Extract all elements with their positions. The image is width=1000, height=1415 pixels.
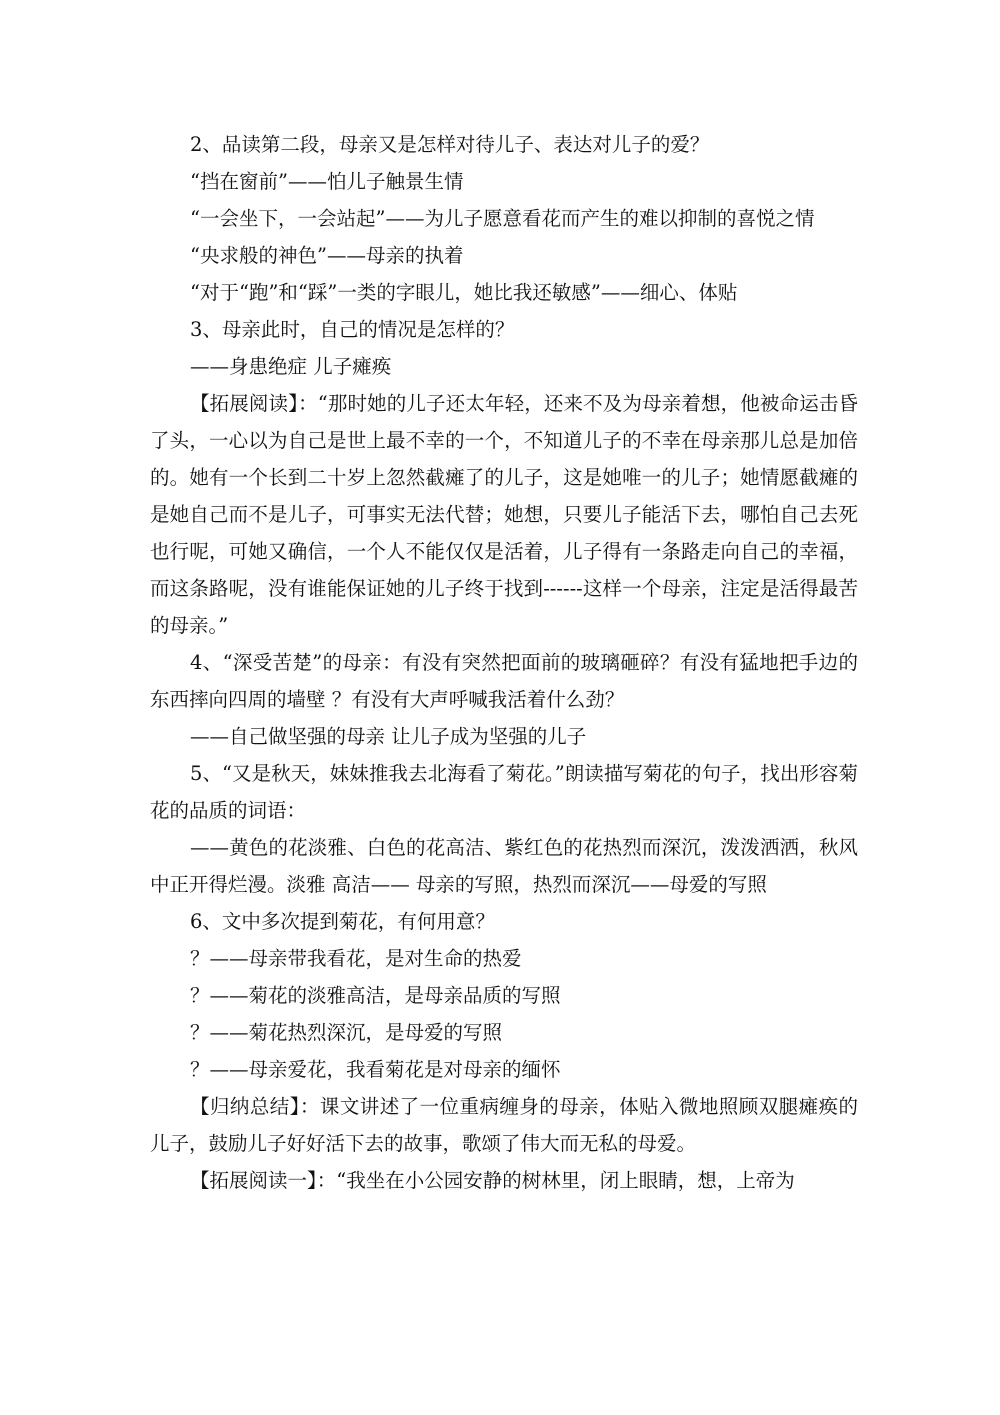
answer-line: “对于“跑”和“踩”一类的字眼儿，她比我还敏感”——细心、体贴: [190, 281, 738, 304]
answer-line: ？——菊花的淡雅高洁，是母亲品质的写照: [190, 984, 561, 1007]
answer-line: ？——母亲爱花，我看菊花是对母亲的缅怀: [190, 1058, 561, 1081]
extended-reading-one: 【拓展阅读一】：“我坐在小公园安静的树林里，闭上眼睛，想，上帝为: [190, 1169, 795, 1192]
answer-line: ？——菊花热烈深沉，是母爱的写照: [190, 1021, 503, 1044]
answer-line: ——自己做坚强的母亲 让儿子成为坚强的儿子: [190, 725, 587, 748]
question-4: 4、“深受苦楚”的母亲：有没有突然把面前的玻璃砸碎？有没有猛地把手边的东西摔向四周的墙壁 ？有没有大声呼喊我活着什么劲？: [150, 651, 858, 711]
question-6: 6、文中多次提到菊花，有何用意？: [190, 910, 495, 933]
answer-line: ——黄色的花淡雅、白色的花高洁、紫红色的花热烈而深沉，泼泼洒洒，秋风中正开得烂漫。淡雅 高洁—— 母亲的写照，热烈而深沉——母爱的写照: [150, 836, 858, 896]
answer-line: ？——母亲带我看花，是对生命的热爱: [190, 947, 522, 970]
question-3: 3、母亲此时，自己的情况是怎样的？: [190, 318, 515, 341]
answer-line: “央求般的神色”——母亲的执着: [190, 244, 464, 267]
document-body: [150, 126, 858, 1199]
answer-line: ——身患绝症 儿子瘫痪: [190, 355, 392, 378]
question-2: 2、品读第二段，母亲又是怎样对待儿子、表达对儿子的爱？: [190, 133, 710, 156]
question-5: 5、“又是秋天，妹妹推我去北海看了菊花。”朗读描写菊花的句子，找出形容菊花的品质的词语：: [150, 762, 858, 822]
extended-reading: 【拓展阅读】：“那时她的儿子还太年轻，还来不及为母亲着想，他被命运击昏了头，一心以为自己是世上最不幸的一个，不知道儿子的不幸在母亲那儿总是加倍的。她有一个长到二十岁上忽然截瘫了的儿子，这是她唯一的儿子；她情愿截瘫的是她自己而不是儿子，可事实无法代替；她想，只要儿子能活下去，哪怕自己去死也行呢，可她又确信，一个人不能仅仅是活着，儿子得有一条路走向自己的幸福，而这条路呢，没有谁能保证她的儿子终于找到------这样一个母亲，注定是活得最苦的母亲。”: [150, 392, 858, 637]
answer-line: “挡在窗前”——怕儿子触景生情: [190, 170, 464, 193]
answer-line: “一会坐下，一会站起”——为儿子愿意看花而产生的难以抑制的喜悦之情: [190, 207, 815, 230]
summary: 【归纳总结】：课文讲述了一位重病缠身的母亲，体贴入微地照顾双腿瘫痪的儿子，鼓励儿子好好活下去的故事，歌颂了伟大而无私的母爱。: [150, 1095, 858, 1155]
